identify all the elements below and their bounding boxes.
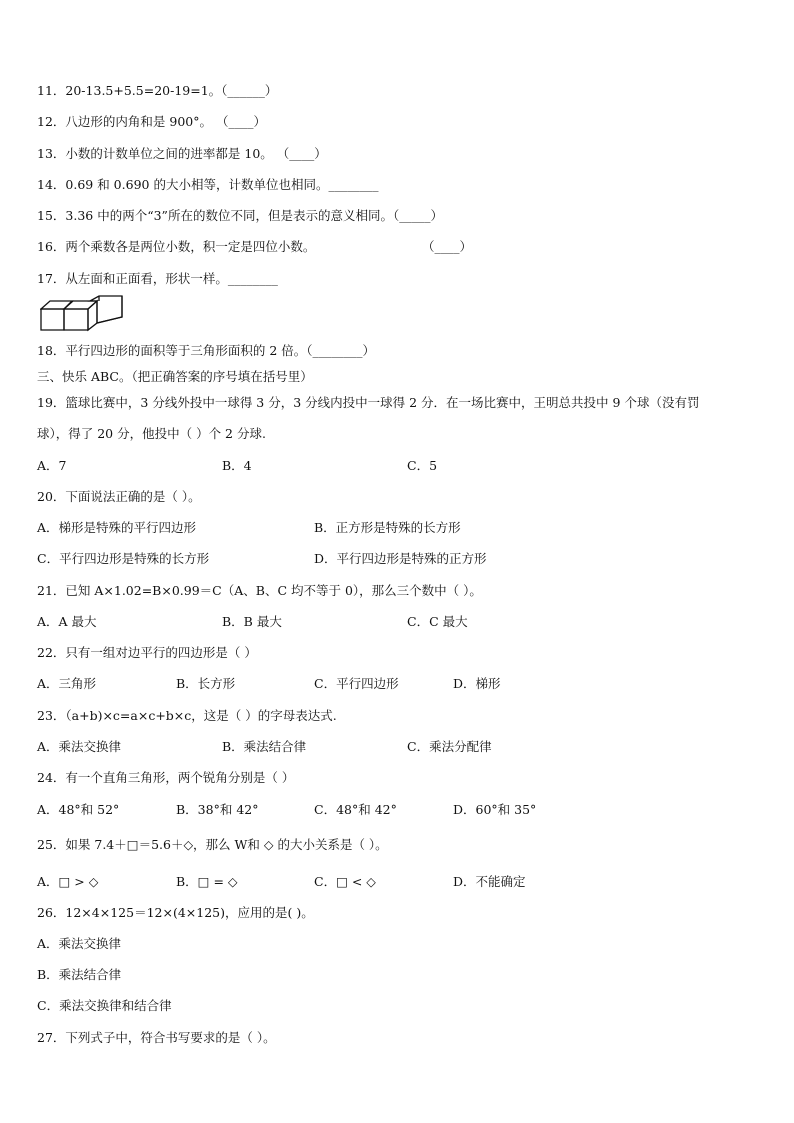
option-24-c: C．48°和 42°	[314, 802, 397, 817]
option-26-b: B．乘法结合律	[37, 967, 122, 982]
question-21: 21．已知 A×1.02=B×0.99＝C（A、B、C 均不等于 0），那么三个数中（ ）。	[37, 583, 482, 598]
option-25-a: A．□ > ◇	[37, 874, 99, 889]
question-20: 20．下面说法正确的是（ ）。	[37, 489, 201, 504]
question-16: 16．两个乘数各是两位小数，积一定是四位小数。	[37, 239, 316, 254]
option-19-c: C．5	[407, 458, 438, 473]
question-24: 24．有一个直角三角形，两个锐角分别是（ ）	[37, 770, 295, 785]
question-26: 26．12×4×125＝12×(4×125)，应用的是( )。	[37, 905, 314, 920]
option-25-c: C．□ < ◇	[314, 874, 376, 889]
question-27: 27．下列式子中，符合书写要求的是（ ）。	[37, 1030, 276, 1045]
option-21-a: A．A 最大	[37, 614, 97, 629]
section-three-heading: 三、快乐 ABC。（把正确答案的序号填在括号里）	[37, 369, 313, 384]
option-19-b: B．4	[222, 458, 252, 473]
cube-figure	[40, 295, 126, 333]
option-21-b: B．B 最大	[222, 614, 282, 629]
question-14: 14．0.69 和 0.690 的大小相等，计数单位也相同。________	[37, 177, 379, 192]
option-26-c: C．乘法交换律和结合律	[37, 998, 172, 1013]
option-24-a: A．48°和 52°	[37, 802, 120, 817]
question-12: 12．八边形的内角和是 900°。 （____）	[37, 114, 266, 129]
question-23: 23．（a+b)×c=a×c+b×c，这是（ ）的字母表达式.	[37, 708, 337, 723]
option-20-b: B．正方形是特殊的长方形	[314, 520, 461, 535]
option-20-d: D．平行四边形是特殊的正方形	[314, 551, 487, 566]
option-24-d: D．60°和 35°	[453, 802, 537, 817]
question-17: 17．从左面和正面看，形状一样。________	[37, 271, 278, 286]
option-22-b: B．长方形	[176, 676, 236, 691]
option-25-b: B．□ = ◇	[176, 874, 238, 889]
option-20-c: C．平行四边形是特殊的长方形	[37, 551, 210, 566]
question-16-blank: （____）	[422, 239, 473, 254]
question-11: 11．20-13.5+5.5=20-19=1。（______）	[37, 83, 278, 98]
question-19-line2: 球），得了 20 分，他投中（ ）个 2 分球.	[37, 426, 266, 441]
option-23-b: B．乘法结合律	[222, 739, 307, 754]
option-26-a: A．乘法交换律	[37, 936, 122, 951]
question-22: 22．只有一组对边平行的四边形是（ ）	[37, 645, 257, 660]
question-15: 15．3.36 中的两个“3”所在的数位不同，但是表示的意义相同。（_____）	[37, 208, 443, 223]
option-19-a: A．7	[37, 458, 67, 473]
option-22-c: C．平行四边形	[314, 676, 399, 691]
option-21-c: C．C 最大	[407, 614, 468, 629]
question-18: 18．平行四边形的面积等于三角形面积的 2 倍。（________）	[37, 343, 376, 358]
question-19-line1: 19．篮球比赛中，3 分线外投中一球得 3 分，3 分线内投中一球得 2 分．在一场比赛中，王明总共投中 9 个球（没有罚	[37, 395, 700, 410]
question-25: 25．如果 7.4＋□＝5.6＋◇，那么 W和 ◇ 的大小关系是（ ）。	[37, 837, 388, 852]
option-23-a: A．乘法交换律	[37, 739, 122, 754]
question-13: 13．小数的计数单位之间的进率都是 10。 （____）	[37, 146, 327, 161]
option-23-c: C．乘法分配律	[407, 739, 492, 754]
option-25-d: D．不能确定	[453, 874, 526, 889]
option-22-a: A．三角形	[37, 676, 97, 691]
option-20-a: A．梯形是特殊的平行四边形	[37, 520, 197, 535]
option-22-d: D．梯形	[453, 676, 501, 691]
option-24-b: B．38°和 42°	[176, 802, 259, 817]
